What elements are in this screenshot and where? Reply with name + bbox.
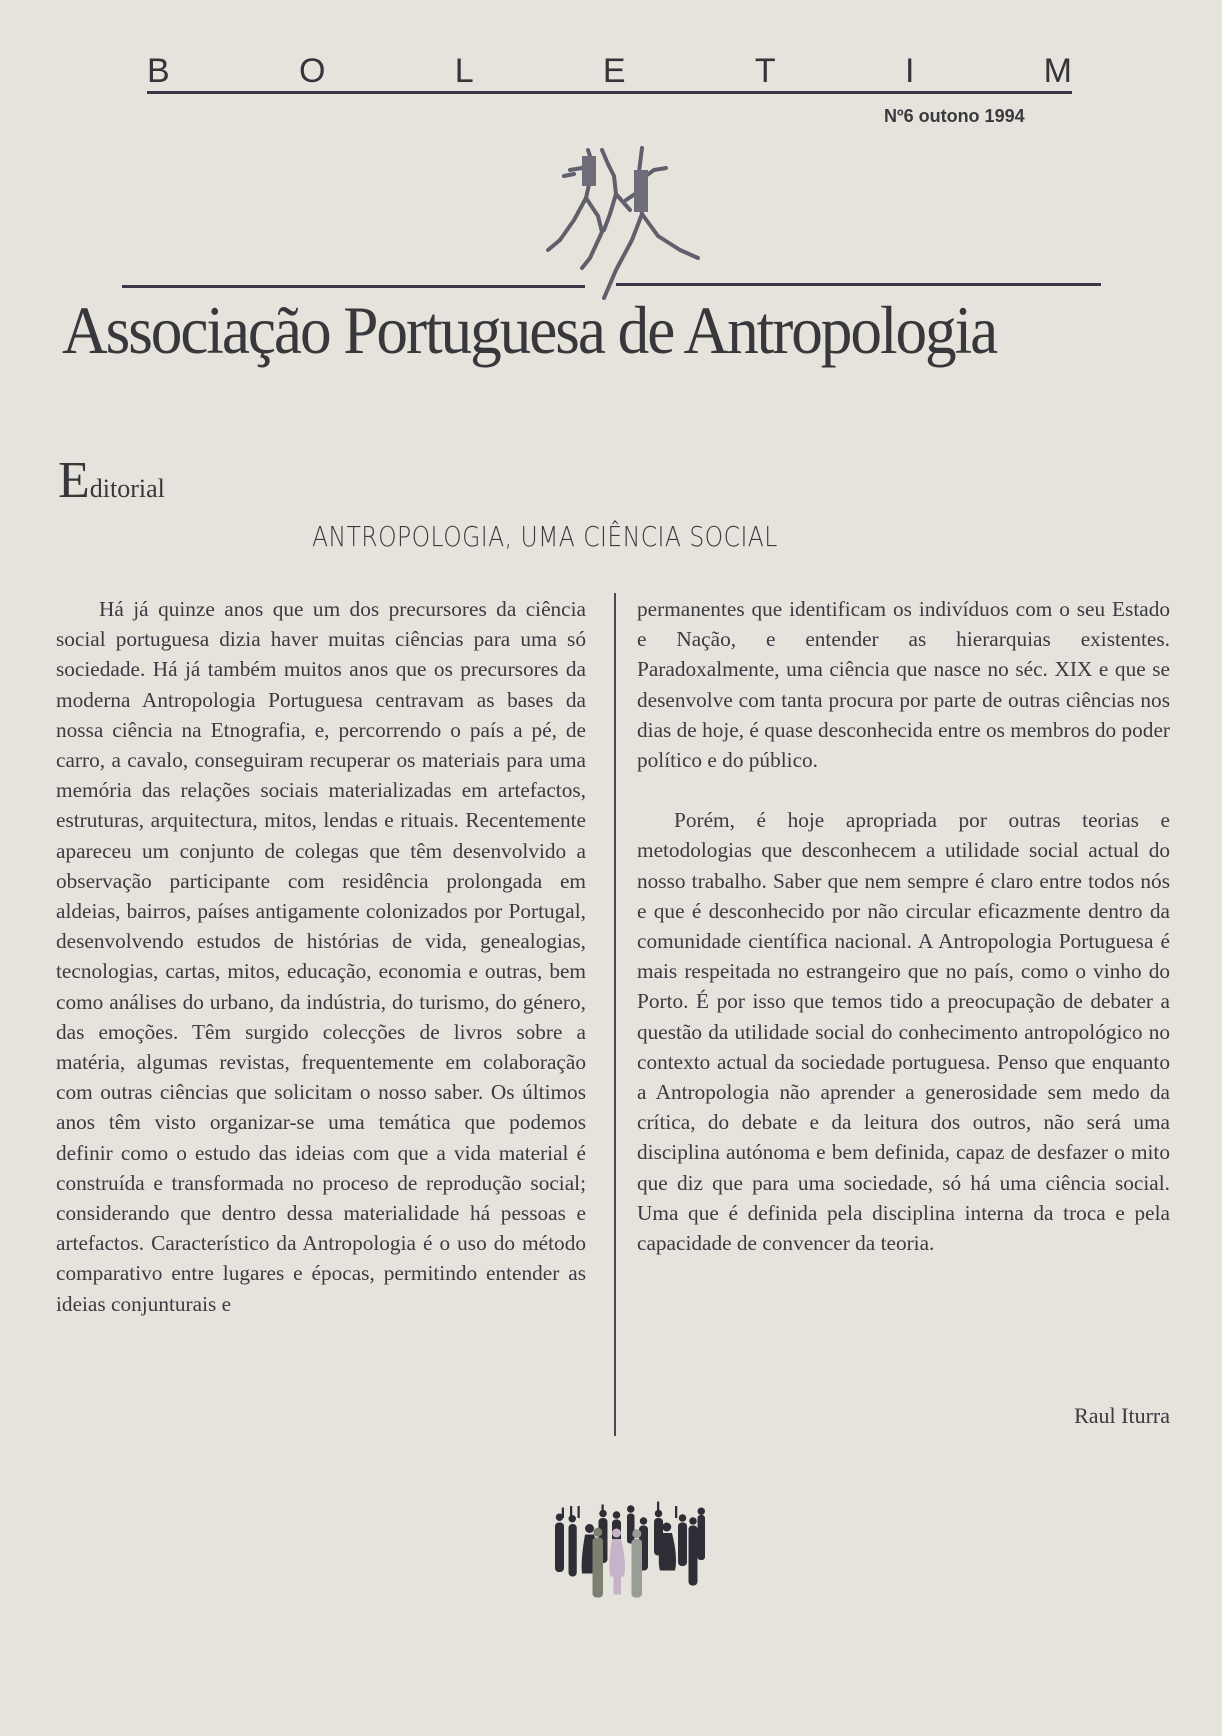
cave-painting-figures-logo <box>530 140 770 300</box>
author-signature: Raul Iturra <box>1074 1403 1170 1428</box>
masthead-rule <box>147 91 1072 94</box>
masthead-letter: L <box>454 52 474 90</box>
masthead-letter: O <box>298 52 326 90</box>
article-column-left <box>56 594 586 1319</box>
masthead-letter: B <box>147 52 170 90</box>
article-column-right <box>637 594 1170 1258</box>
title-rule-right <box>616 283 1101 286</box>
section-initial: E <box>58 452 90 509</box>
section-heading-editorial <box>58 452 165 509</box>
organization-title: Associação Portuguesa de Antropologia <box>62 292 997 368</box>
issue-label: Nº6 outono 1994 <box>884 106 1025 126</box>
masthead-letter: T <box>754 52 776 90</box>
title-rule-left <box>122 285 585 288</box>
masthead-boletim <box>147 52 1072 90</box>
article-title: ANTROPOLOGIA, UMA CIÊNCIA SOCIAL <box>312 520 778 553</box>
article-paragraph: permanentes que identificam os indivíduos com o seu Estado e Nação, e entender as hierarquias existentes. Paradoxalmente, uma ciência que nasce no séc. XIX e que se desenvolve com tanta procura por parte de outras ciências nos dias de hoje, é quase desconhecida entre os membros do poder político e do público. <box>637 597 1170 773</box>
article-paragraph: Porém, é hoje apropriada por outras teorias e metodologias que desconhecem a utilidade social actual do nosso trabalho. Saber que nem sempre é claro entre todos nós e que é desconhecido por não circular eficazmente dentro da comunidade científica nacional. A Antropologia Portuguesa é mais respeitada no estrangeiro que no país, como o vinho do Porto. É por isso que temos tido a preocupação de debater a questão da utilidade social do conhecimento antropológico no contexto actual da sociedade portuguesa. Penso que enquanto a Antropologia não aprender a generosidade sem medo da crítica, do debate e da leitura dos outros, não será uma disciplina autónoma e bem definida, capaz de desfazer o mito que diz que para uma sociedade, só há uma ciência social. Uma que é definida pela disciplina interna da troca e pela capacidade de convencer da teoria. <box>637 808 1170 1256</box>
section-heading-rest: ditorial <box>89 474 165 503</box>
masthead-letter: M <box>1043 52 1072 90</box>
crowd-silhouettes-illustration <box>528 1490 708 1600</box>
masthead-letter: E <box>602 52 626 90</box>
article-paragraph: Há já quinze anos que um dos precursores da ciência social portuguesa dizia haver muitas ciências para uma só sociedade. Há já também muitos anos que os precursores da moderna Antropologia Portuguesa centravam as bases da nossa ciência na Etnografia, e, percorrendo o país a pé, de carro, a cavalo, conseguiram recuperar os materiais para uma memória das relações sociais materializadas em artefactos, estruturas, arquitectura, mitos, lendas e rituais. Recentemente apareceu um conjunto de colegas que têm desenvolvido a observação participante com residência prolongada em aldeias, bairros, países antigamente colonizados por Portugal, desenvolvendo estudos de histórias de vida, genealogias, tecnologias, cartas, mitos, educação, economia e outras, bem como análises do urbano, da indústria, do turismo, do género, das emoções. Têm surgido colecções de livros sobre a matéria, algumas revistas, frequentemente em colaboração com outras ciências que solicitam o nosso saber. Os últimos anos têm visto organizar-se uma temática que podemos definir como o estudo das ideias com que a vida material é construída e transformada no proceso de reprodução social; considerando que dentro dessa materialidade há pessoas e artefactos. Característico da Antropologia é o uso do método comparativo entre lugares e épocas, permitindo entender as ideias conjunturais e <box>56 597 586 1316</box>
column-divider <box>614 593 616 1436</box>
masthead-letter: I <box>904 52 915 90</box>
